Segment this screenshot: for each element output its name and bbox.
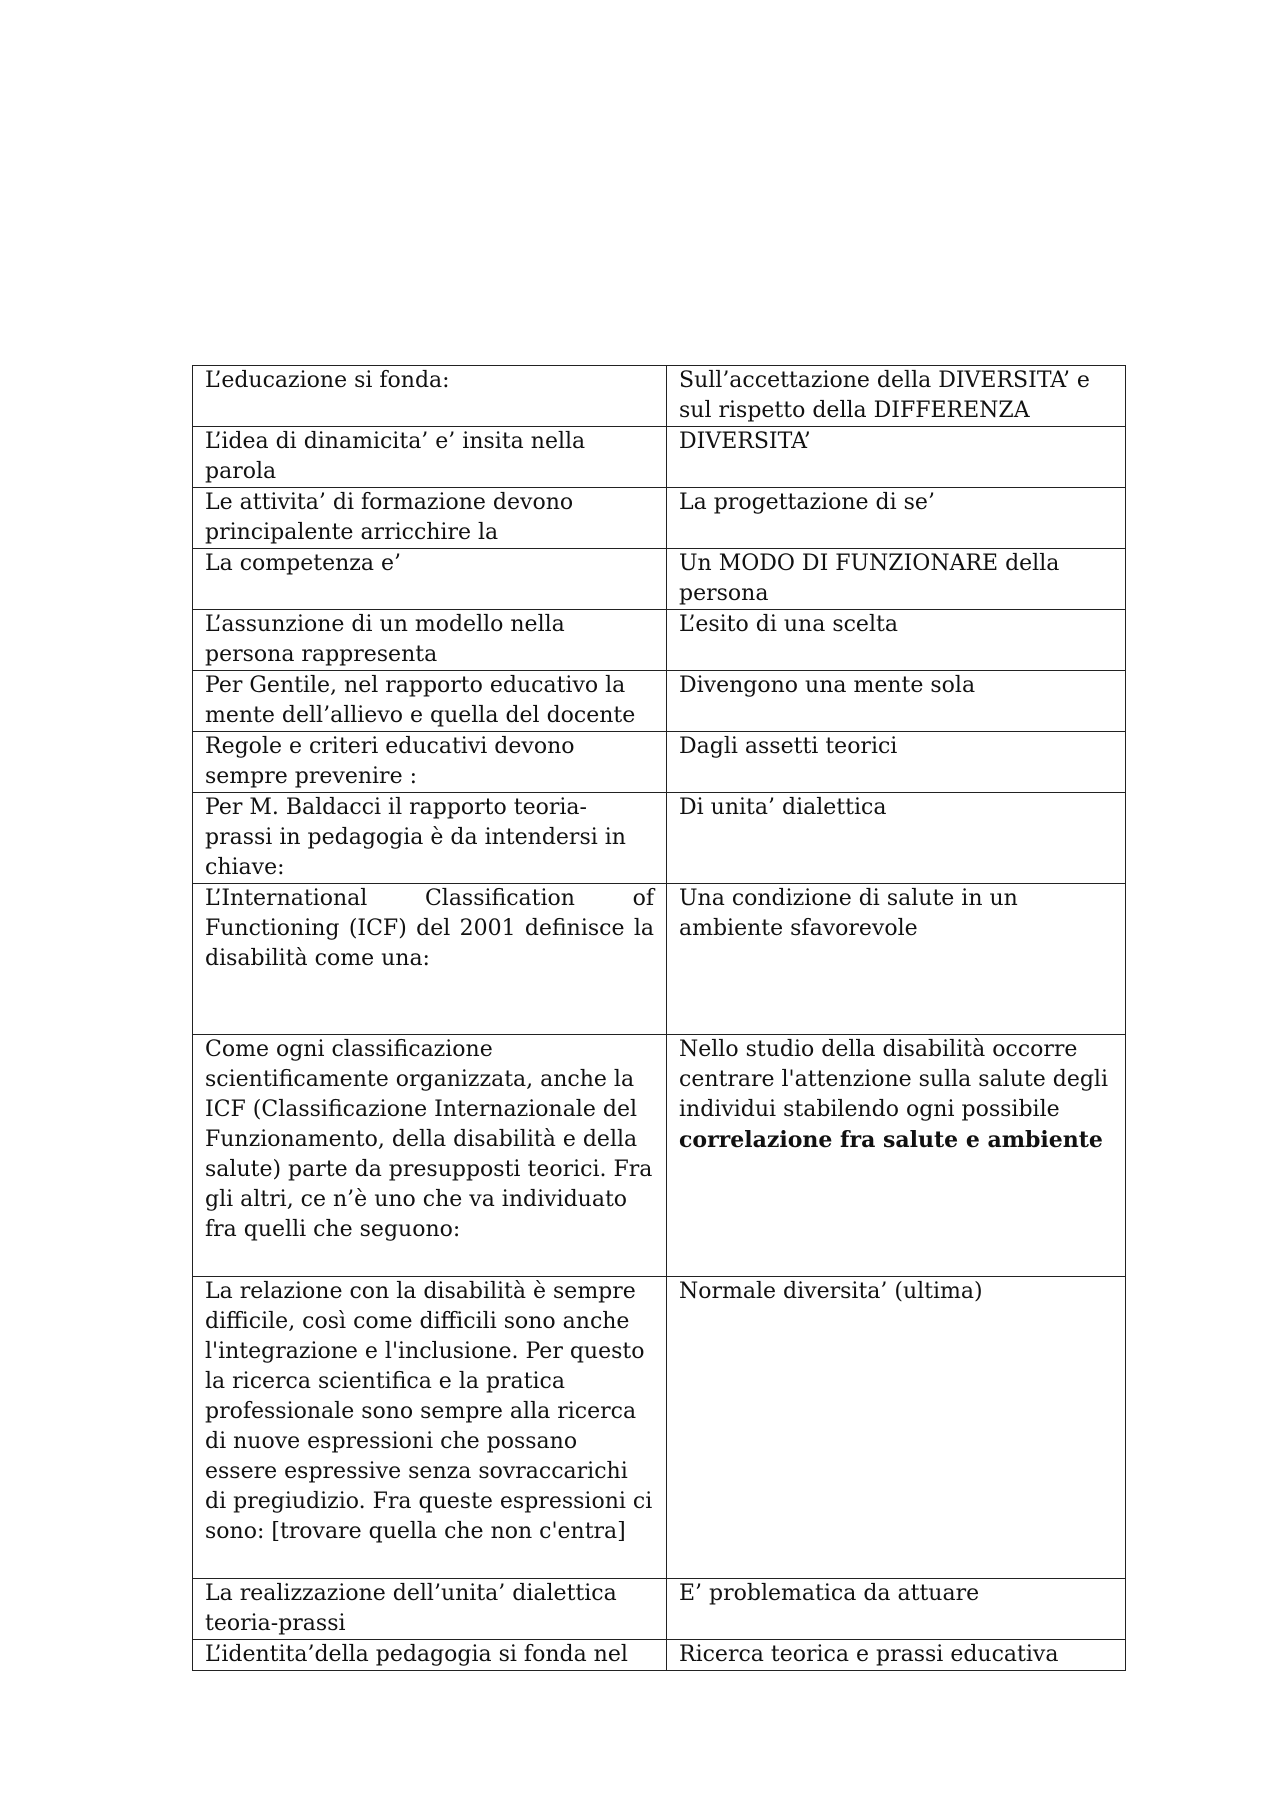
question-cell: L’International Classification of Functioning (ICF) del 2001 definisce la disabilità come una: <box>193 884 667 1035</box>
table-row <box>193 1277 1126 1579</box>
question-cell: Per M. Baldacci il rapporto teoria-prassi in pedagogia è da intendersi in chiave: <box>193 793 667 884</box>
table-row <box>193 732 1126 793</box>
question-cell: La realizzazione dell’unita’ dialettica teoria-prassi <box>193 1579 667 1640</box>
answer-cell: Un MODO DI FUNZIONARE della persona <box>667 549 1126 610</box>
table-row <box>193 549 1126 610</box>
answer-cell: Di unita’ dialettica <box>667 793 1126 884</box>
question-cell: Regole e criteri educativi devono sempre prevenire : <box>193 732 667 793</box>
question-cell: Le attivita’ di formazione devono principalente arricchire la <box>193 488 667 549</box>
question-cell: L’idea di dinamicita’ e’ insita nella parola <box>193 427 667 488</box>
question-cell: La relazione con la disabilità è sempre difficile, così come difficili sono anche l'integrazione e l'inclusione. Per questo la ricerca scientifica e la pratica professionale sono sempre alla ricerca di nuove espressioni che possano essere espressive senza sovraccarichi di pregiudizio. Fra queste espressioni ci sono: [trovare quella che non c'entra] <box>193 1277 667 1579</box>
answer-text: Nello studio della disabilità occorre centrare l'attenzione sulla salute degli individui stabilendo ogni possibile <box>679 1037 1108 1122</box>
table-row <box>193 610 1126 671</box>
table-row <box>193 671 1126 732</box>
answer-cell: Dagli assetti teorici <box>667 732 1126 793</box>
question-cell: L’educazione si fonda: <box>193 366 667 427</box>
question-answer-table <box>192 365 1126 1671</box>
table-row <box>193 793 1126 884</box>
table-row <box>193 1035 1126 1277</box>
table-row <box>193 884 1126 1035</box>
answer-cell: L’esito di una scelta <box>667 610 1126 671</box>
answer-cell: Una condizione di salute in un ambiente sfavorevole <box>667 884 1126 1035</box>
table-row <box>193 366 1126 427</box>
answer-cell: DIVERSITA’ <box>667 427 1126 488</box>
table-row <box>193 488 1126 549</box>
answer-cell: Divengono una mente sola <box>667 671 1126 732</box>
answer-cell: Sull’accettazione della DIVERSITA’ e sul rispetto della DIFFERENZA <box>667 366 1126 427</box>
answer-emphasis: correlazione fra salute e ambiente <box>679 1127 1103 1153</box>
table-row <box>193 427 1126 488</box>
question-cell: Come ogni classificazione scientificamente organizzata, anche la ICF (Classificazione Internazionale del Funzionamento, della disabilità e della salute) parte da presupposti teorici. Fra gli altri, ce n’è uno che va individuato fra quelli che seguono: <box>193 1035 667 1277</box>
answer-cell: Ricerca teorica e prassi educativa <box>667 1640 1126 1671</box>
answer-cell: E’ problematica da attuare <box>667 1579 1126 1640</box>
question-cell: L’identita’della pedagogia si fonda nel <box>193 1640 667 1671</box>
answer-cell: La progettazione di se’ <box>667 488 1126 549</box>
answer-cell: Normale diversita’ (ultima) <box>667 1277 1126 1579</box>
table-row <box>193 1640 1126 1671</box>
question-cell: L’assunzione di un modello nella persona rappresenta <box>193 610 667 671</box>
question-cell: Per Gentile, nel rapporto educativo la mente dell’allievo e quella del docente <box>193 671 667 732</box>
question-cell: La competenza e’ <box>193 549 667 610</box>
answer-cell <box>667 1035 1126 1277</box>
table-row <box>193 1579 1126 1640</box>
